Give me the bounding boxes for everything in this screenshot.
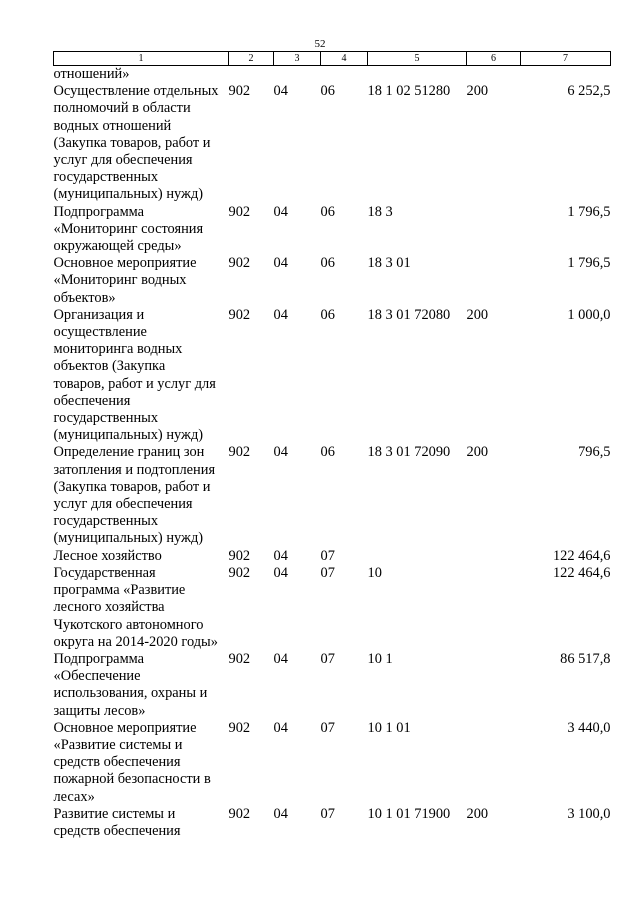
- row-subsection: 06: [320, 203, 335, 220]
- row-target-article: 10 1: [367, 650, 393, 667]
- table-header: [54, 52, 611, 66]
- header-col-5: 5: [368, 52, 467, 66]
- row-name: Подпрограмма «Мониторинг состояния окружающей среды»: [53, 203, 204, 255]
- row-ministry-code: 902: [228, 650, 251, 667]
- table-row: [54, 444, 611, 547]
- table-row: [54, 548, 611, 565]
- row-ministry-code: 902: [228, 255, 251, 272]
- row-name: Основное мероприятие «Мониторинг водных объектов»: [53, 255, 197, 306]
- header-col-3: 3: [274, 52, 321, 66]
- row-section: [274, 66, 321, 84]
- header-col-7: 7: [521, 52, 611, 66]
- row-subsection: 06: [320, 83, 335, 100]
- row-target-article: 10: [367, 564, 382, 581]
- row-amount: 1 796,5: [567, 255, 611, 272]
- row-target-article: [368, 548, 467, 565]
- budget-table: [53, 51, 611, 840]
- header-col-1: 1: [54, 52, 229, 66]
- table-row: [54, 66, 611, 84]
- row-expense-type: [467, 66, 521, 84]
- row-name: Осуществление отдельных полномочий в области водных отношений (Закупка товаров, работ и услуг для обеспечения государственных (муниципальных) нужд): [53, 83, 219, 203]
- row-ministry-code: 902: [228, 805, 251, 822]
- row-expense-type: [467, 204, 521, 256]
- row-subsection: 06: [320, 306, 335, 323]
- header-col-4: 4: [321, 52, 368, 66]
- row-subsection: 07: [320, 564, 335, 581]
- header-col-6: 6: [467, 52, 521, 66]
- row-target-article: 10 1 01 71900: [367, 805, 451, 822]
- row-name: Организация и осуществление мониторинга водных объектов (Закупка товаров, работ и услуг для обеспечения государственных (муниципальных) нужд): [53, 306, 216, 444]
- row-section: 04: [273, 255, 288, 272]
- page-number: 52: [314, 38, 326, 50]
- row-expense-type: [467, 255, 521, 307]
- row-subsection: 07: [320, 650, 335, 667]
- row-section: 04: [273, 83, 288, 100]
- row-target-article: 10 1 01: [367, 719, 411, 736]
- row-ministry-code: 902: [228, 547, 251, 564]
- row-section: 04: [273, 547, 288, 564]
- row-expense-type: [467, 720, 521, 806]
- row-amount: 3 100,0: [567, 805, 611, 822]
- table-row: [54, 720, 611, 806]
- row-name: Развитие системы и средств обеспечения: [53, 805, 181, 839]
- table-row: [54, 255, 611, 307]
- row-amount: 3 440,0: [567, 719, 611, 736]
- row-ministry-code: 902: [228, 83, 251, 100]
- table-row: [54, 651, 611, 720]
- row-expense-type: 200: [466, 306, 489, 323]
- row-amount: 86 517,8: [560, 650, 611, 667]
- row-target-article: 18 1 02 51280: [367, 83, 451, 100]
- row-subsection: 07: [320, 805, 335, 822]
- row-subsection: 07: [320, 547, 335, 564]
- header-row: [54, 52, 611, 66]
- row-ministry-code: 902: [228, 306, 251, 323]
- table-body: [54, 66, 611, 841]
- row-ministry-code: 902: [228, 719, 251, 736]
- row-section: 04: [273, 719, 288, 736]
- row-section: 04: [273, 203, 288, 220]
- table-row: [54, 565, 611, 651]
- row-section: 04: [273, 444, 288, 461]
- row-name: Основное мероприятие «Развитие системы и средств обеспечения пожарной безопасности в лесах»: [53, 719, 211, 805]
- row-section: 04: [273, 805, 288, 822]
- row-amount: 122 464,6: [552, 564, 611, 581]
- row-section: 04: [273, 306, 288, 323]
- row-target-article: 18 3 01 72080: [367, 306, 451, 323]
- row-amount: 796,5: [578, 444, 611, 461]
- row-name: Государственная программа «Развитие лесного хозяйства Чукотского автономного округа на 2014-2020 годы»: [53, 564, 218, 650]
- row-ministry-code: 902: [228, 203, 251, 220]
- row-target-article: 18 3: [367, 203, 393, 220]
- row-name: Лесное хозяйство: [53, 547, 162, 564]
- row-amount: 1 796,5: [567, 203, 611, 220]
- row-target-article: [368, 66, 467, 84]
- row-ministry-code: 902: [228, 444, 251, 461]
- row-subsection: [321, 66, 368, 84]
- row-amount: 122 464,6: [552, 547, 611, 564]
- row-expense-type: [467, 651, 521, 720]
- row-subsection: 06: [320, 444, 335, 461]
- table-row: [54, 83, 611, 203]
- row-expense-type: [467, 565, 521, 651]
- row-name: Определение границ зон затопления и подтопления (Закупка товаров, работ и услуг для обеспечения государственных (муниципальных) нужд): [53, 444, 216, 547]
- row-ministry-code: 902: [228, 564, 251, 581]
- row-target-article: 18 3 01: [367, 255, 411, 272]
- row-amount: [521, 66, 611, 84]
- row-amount: 6 252,5: [567, 83, 611, 100]
- row-expense-type: [467, 548, 521, 565]
- row-expense-type: 200: [466, 805, 489, 822]
- table-row: [54, 307, 611, 445]
- row-section: 04: [273, 650, 288, 667]
- header-col-2: 2: [229, 52, 274, 66]
- row-subsection: 06: [320, 255, 335, 272]
- row-subsection: 07: [320, 719, 335, 736]
- row-ministry-code: [229, 66, 274, 84]
- row-expense-type: 200: [466, 83, 489, 100]
- row-amount: 1 000,0: [567, 306, 611, 323]
- row-target-article: 18 3 01 72090: [367, 444, 451, 461]
- table-row: [54, 204, 611, 256]
- table-row: [54, 806, 611, 840]
- row-name: Подпрограмма «Обеспечение использования, охраны и защиты лесов»: [53, 650, 208, 719]
- row-expense-type: 200: [466, 444, 489, 461]
- row-name: отношений»: [53, 66, 130, 82]
- row-section: 04: [273, 564, 288, 581]
